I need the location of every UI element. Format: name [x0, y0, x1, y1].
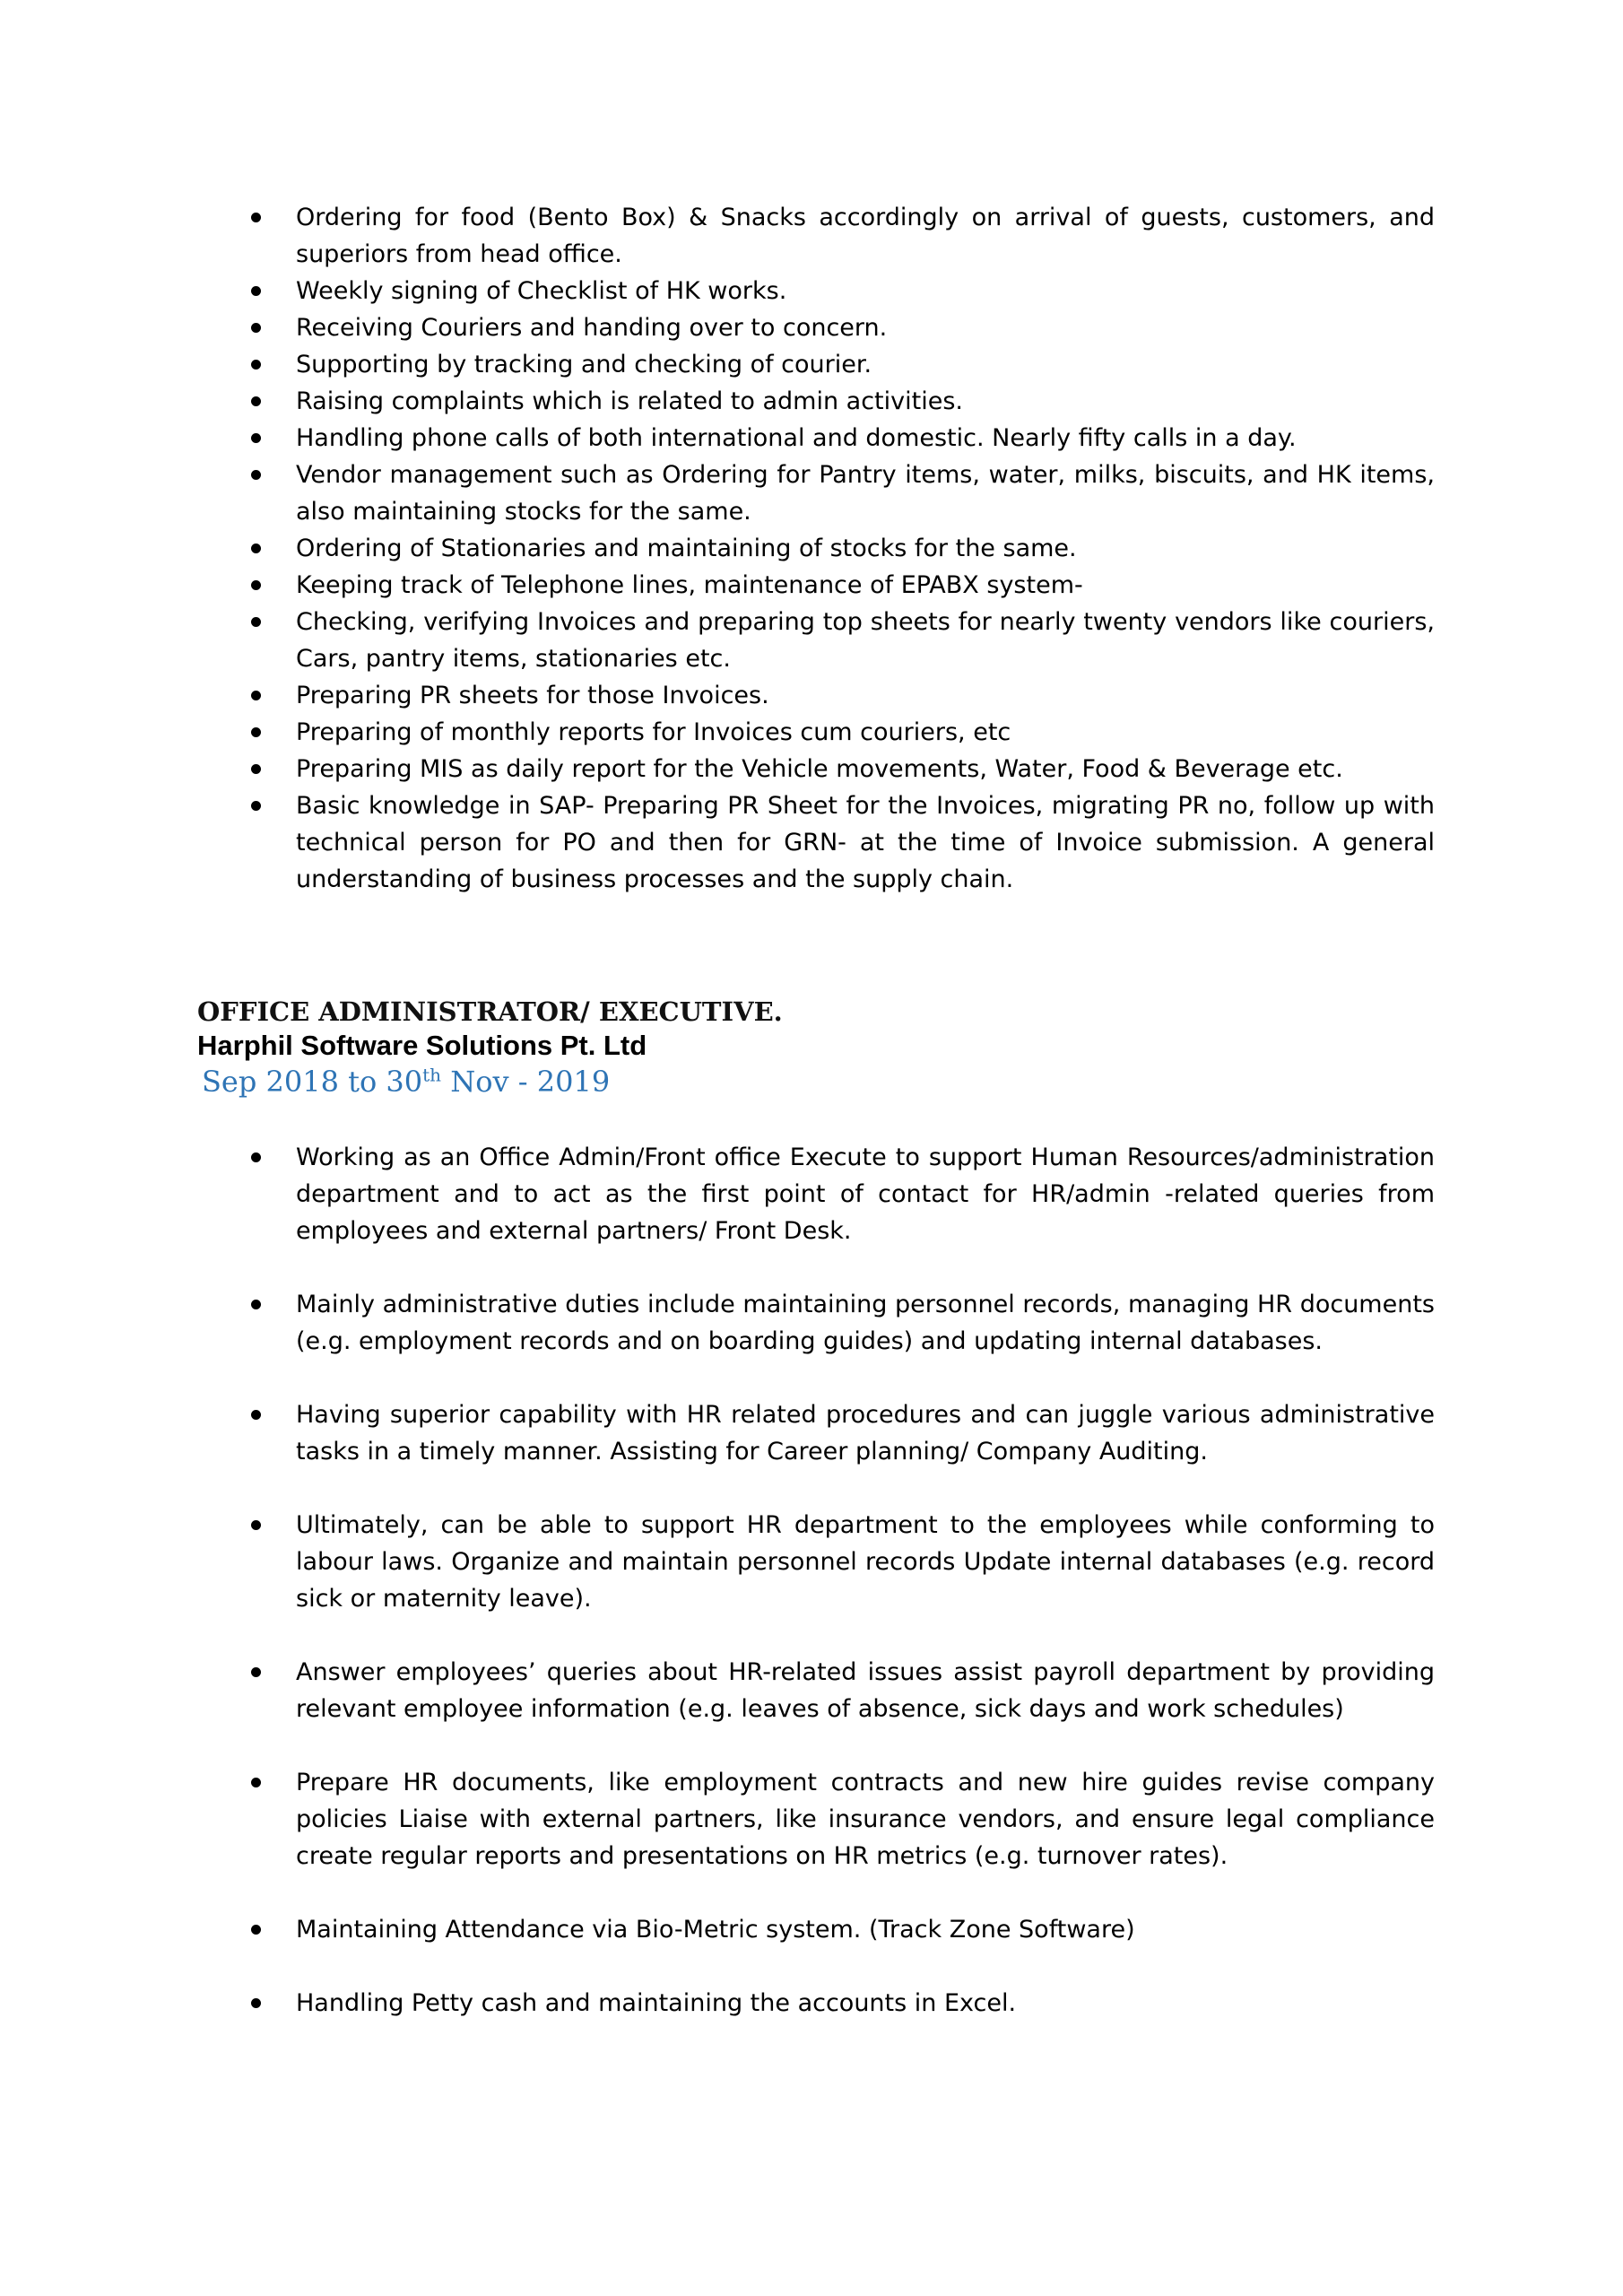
date-start: Sep 2018 to 30 — [202, 1065, 423, 1099]
list-item: Answer employees’ queries about HR-related issues assist payroll department by providing relevant employee information (e.g. leaves of absence, sick days and work schedules) — [197, 1654, 1435, 1727]
duties-list — [197, 199, 1435, 898]
list-item: Ultimately, can be able to support HR department to the employees while conforming to labour laws. Organize and maintain personnel records Update internal databases (e.g. record sick or maternity leave). — [197, 1507, 1435, 1617]
list-item: Keeping track of Telephone lines, maintenance of EPABX system- — [197, 567, 1435, 604]
list-item: Preparing PR sheets for those Invoices. — [197, 677, 1435, 714]
list-item: Mainly administrative duties include maintaining personnel records, managing HR documents (e.g. employment records and on boarding guides) and updating internal databases. — [197, 1286, 1435, 1360]
list-item: Handling phone calls of both international and domestic. Nearly fifty calls in a day. — [197, 420, 1435, 457]
list-item: Receiving Couriers and handing over to concern. — [197, 309, 1435, 346]
list-item: Basic knowledge in SAP- Preparing PR Sheet for the Invoices, migrating PR no, follow up with technical person for PO and then for GRN- at the time of Invoice submission. A general understanding of business processes and the supply chain. — [197, 787, 1435, 898]
list-item: Working as an Office Admin/Front office Execute to support Human Resources/administration department and to act as the first point of contact for HR/admin -related queries from employees and external partners/ Front Desk. — [197, 1139, 1435, 1249]
list-item: Prepare HR documents, like employment contracts and new hire guides revise company policies Liaise with external partners, like insurance vendors, and ensure legal compliance create regular reports and presentations on HR metrics (e.g. turnover rates). — [197, 1764, 1435, 1874]
list-item: Raising complaints which is related to admin activities. — [197, 383, 1435, 420]
date-end: Nov - 2019 — [441, 1065, 611, 1099]
list-item: Checking, verifying Invoices and preparing top sheets for nearly twenty vendors like couriers, Cars, pantry items, stationaries etc. — [197, 604, 1435, 677]
job-title: OFFICE ADMINISTRATOR/ EXECUTIVE. — [197, 996, 783, 1027]
date-superscript: th — [422, 1064, 442, 1086]
list-item: Preparing MIS as daily report for the Vehicle movements, Water, Food & Beverage etc. — [197, 751, 1435, 787]
list-item: Weekly signing of Checklist of HK works. — [197, 273, 1435, 309]
job-duties-list — [197, 1139, 1435, 2022]
company-name: Harphil Software Solutions Pt. Ltd — [197, 1030, 647, 1061]
list-item: Having superior capability with HR related procedures and can juggle various administrative tasks in a timely manner. Assisting for Career planning/ Company Auditing. — [197, 1396, 1435, 1470]
employment-dates — [202, 1064, 610, 1100]
list-item: Maintaining Attendance via Bio-Metric system. (Track Zone Software) — [197, 1911, 1435, 1948]
list-item: Handling Petty cash and maintaining the accounts in Excel. — [197, 1985, 1435, 2022]
list-item: Vendor management such as Ordering for Pantry items, water, milks, biscuits, and HK items, also maintaining stocks for the same. — [197, 457, 1435, 530]
list-item: Ordering of Stationaries and maintaining of stocks for the same. — [197, 530, 1435, 567]
list-item: Preparing of monthly reports for Invoices cum couriers, etc — [197, 714, 1435, 751]
list-item: Ordering for food (Bento Box) & Snacks accordingly on arrival of guests, customers, and superiors from head office. — [197, 199, 1435, 273]
list-item: Supporting by tracking and checking of courier. — [197, 346, 1435, 383]
